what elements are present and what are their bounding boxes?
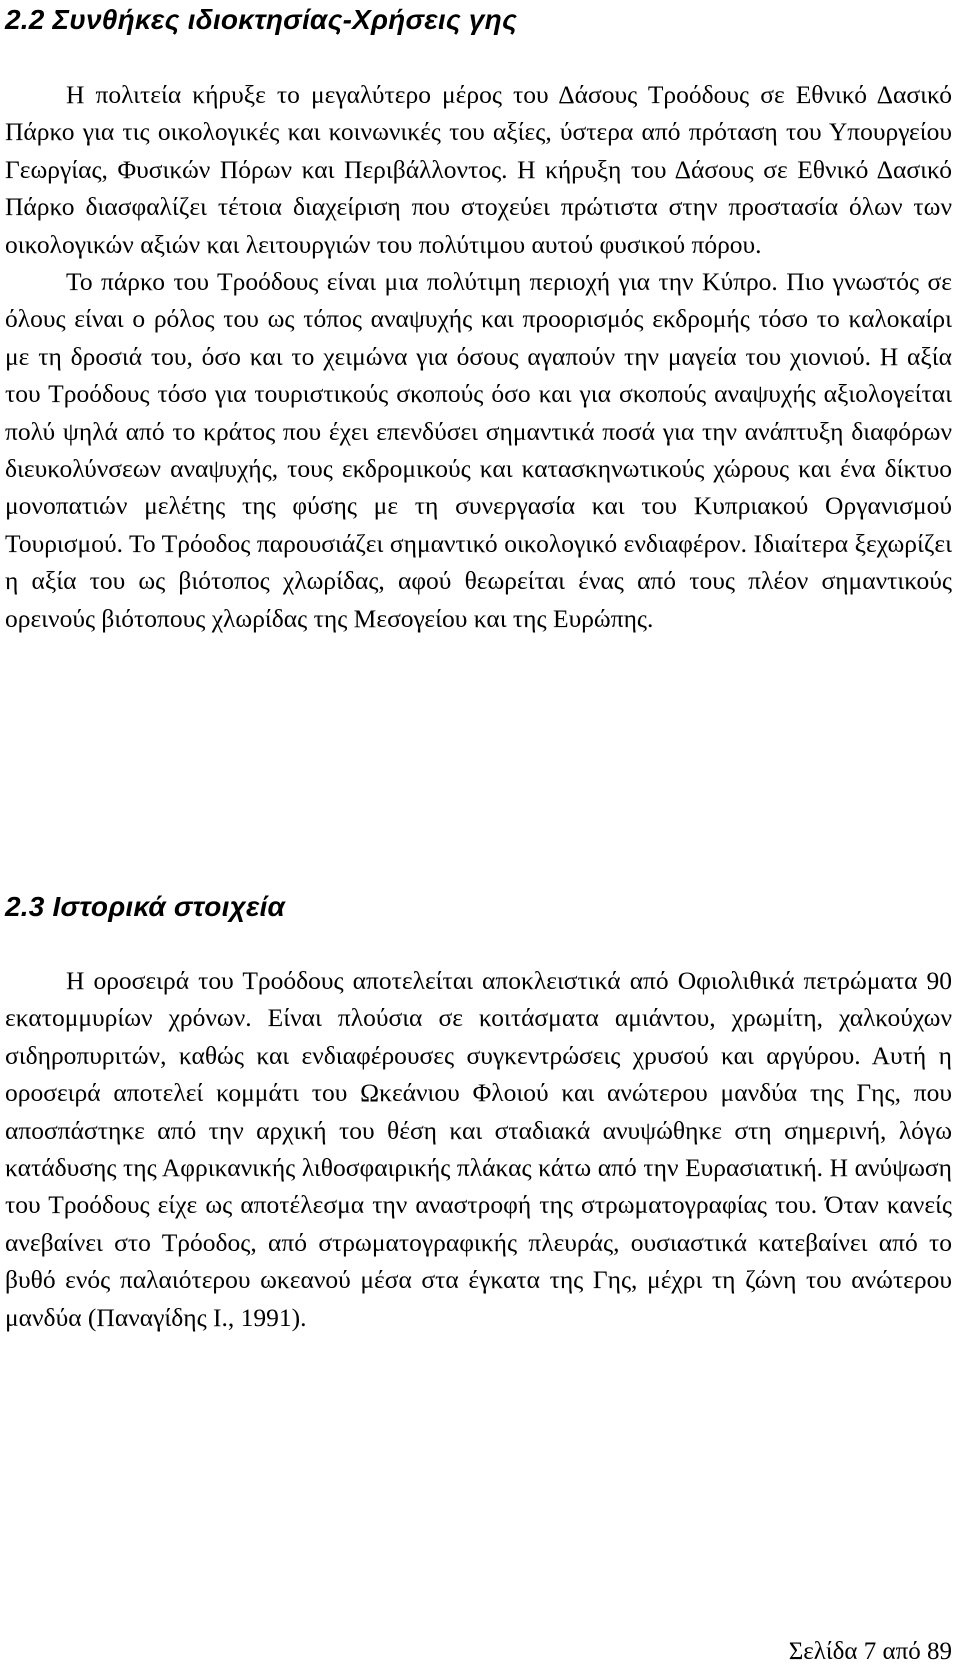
section-heading	[5, 1, 517, 39]
section-number: 2.3	[5, 891, 45, 922]
section-body	[5, 962, 952, 1336]
paragraph: Η πολιτεία κήρυξε το μεγαλύτερο μέρος του Δάσους Τροόδους σε Εθνικό Δασικό Πάρκο για τις οικολογικές και κοινωνικές του αξίες, ύστερα από πρόταση του Υπουργείου Γεωργίας, Φυσικών Πόρων και Περιβάλλοντος. Η κήρυξη του Δάσους σε Εθνικό Δασικό Πάρκο διασφαλίζει τέτοια διαχείριση που στοχεύει πρώτιστα στην προστασία όλων των οικολογικών αξιών και λειτουργιών του πολύτιμου αυτού φυσικού πόρου.	[5, 80, 952, 259]
section-title: Συνθήκες ιδιοκτησίας-Χρήσεις γης	[52, 4, 518, 35]
paragraph: Το πάρκο του Τροόδους είναι μια πολύτιμη περιοχή για την Κύπρο. Πιο γνωστός σε όλους είναι ο ρόλος του ως τόπος αναψυχής και προορισμός εκδρομής τόσο το καλοκαίρι με τη δροσιά του, όσο και το χειμώνα για όσους αγαπούν την μαγεία του χιονιού. Η αξία του Τροόδους τόσο για τουριστικούς σκοπούς όσο και για σκοπούς αναψυχής αξιολογείται πολύ ψηλά από το κράτος που έχει επενδύσει σημαντικά ποσά για την ανάπτυξη διαφόρων διευκολύνσεων αναψυχής, τους εκδρομικούς και κατασκηνωτικούς χώρους και ένα δίκτυο μονοπατιών μελέτης της φύσης με τη συνεργασία και του Κυπριακού Οργανισμού Τουρισμού. Το Τρόοδος παρουσιάζει σημαντικό οικολογικό ενδιαφέρον. Ιδιαίτερα ξεχωρίζει η αξία του ως βιότοπος χλωρίδας, αφού θεωρείται ένας από τους πλέον σημαντικούς ορεινούς βιότοπους χλωρίδας της Μεσογείου και της Ευρώπης.	[5, 267, 952, 633]
section-number: 2.2	[5, 4, 45, 35]
section-body	[5, 76, 952, 637]
page-number-footer: Σελίδα 7 από 89	[788, 1638, 952, 1665]
paragraph: Η οροσειρά του Τροόδους αποτελείται αποκλειστικά από Οφιολιθικά πετρώματα 90 εκατομμυρίων χρόνων. Είναι πλούσια σε κοιτάσματα αμιάντου, χρωμίτη, χαλκούχων σιδηροπυριτών, καθώς και ενδιαφέρουσες συγκεντρώσεις χρυσού και αργύρου. Αυτή η οροσειρά αποτελεί κομμάτι του Ωκεάνιου Φλοιού και ανώτερου μανδύα της Γης, που αποσπάστηκε από την αρχική του θέση και σταδιακά ανυψώθηκε στη σημερινή, λόγω κατάδυσης της Αφρικανικής λιθοσφαιρικής πλάκας κάτω από την Ευρασιατική. Η ανύψωση του Τροόδους είχε ως αποτέλεσμα την αναστροφή της στρωματογραφίας του. Όταν κανείς ανεβαίνει στο Τρόοδος, από στρωματογραφικής πλευράς, ουσιαστικά κατεβαίνει από το βυθό ενός παλαιότερου ωκεανού μέσα στα έγκατα της Γης, μέχρι τη ζώνη του ανώτερου μανδύα (Παναγίδης Ι., 1991).	[5, 966, 952, 1332]
section-title: Ιστορικά στοιχεία	[52, 891, 286, 922]
section-heading	[5, 888, 285, 926]
